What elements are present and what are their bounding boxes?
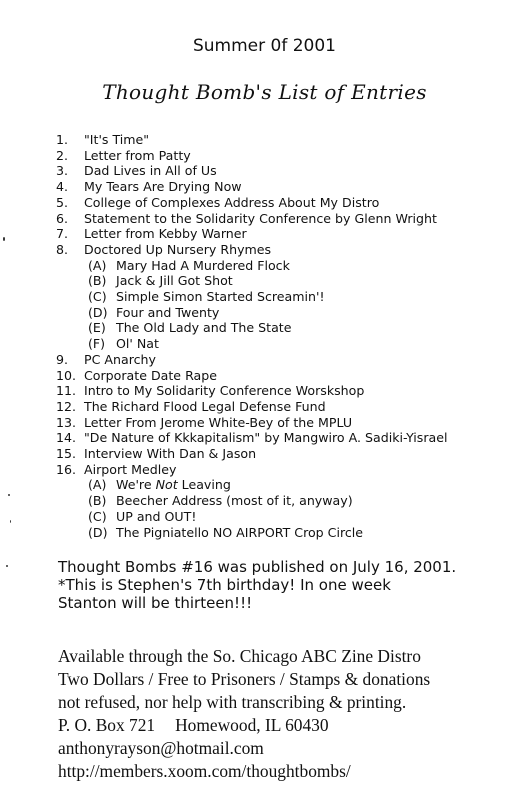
scan-speck [6,565,8,567]
entry-number: (F) [88,336,106,352]
website-link[interactable]: http://members.xoom.com/thoughtbombs/ [58,761,351,781]
entry-item [56,430,526,446]
entry-text: College of Complexes Address About My Distro [84,194,380,210]
entry-text: "De Nature of Kkkapitalism" by Mangwiro A. Sadiki-Yisrael [84,430,448,446]
address-line [58,714,523,737]
entry-text: Dad Lives in All of Us [84,163,217,179]
entries-title: Thought Bomb's List of Entries [102,80,427,104]
availability-line: Available through the So. Chicago ABC Zine Distro [58,646,421,666]
note-line: Thought Bombs #16 was published on July 16, 2001. [58,558,457,576]
entry-number: (B) [88,273,107,289]
email-link[interactable]: anthonyrayson@hotmail.com [58,738,264,758]
entry-text: Letter from Kebby Warner [84,226,247,242]
entry-item [56,226,526,242]
entry-text: Statement to the Solidarity Conference by Glenn Wright [84,210,437,226]
entry-text: Airport Medley [84,461,177,477]
entry-text: PC Anarchy [84,351,156,367]
entry-number: (C) [88,289,107,305]
sub-entry [56,336,526,352]
entry-item [56,211,526,227]
entry-number: 7. [56,226,69,242]
entry-text: The Richard Flood Legal Defense Fund [84,398,326,414]
entry-item [56,368,526,384]
entry-number: (D) [88,304,108,320]
entry-number: 4. [56,179,69,195]
entry-item [56,242,526,258]
entry-text: UP and OUT! [116,508,197,524]
availability-block [58,645,523,783]
note-line: Stanton will be thirteen!!! [58,594,253,612]
entry-number: 8. [56,241,69,257]
entry-text: Letter from Patty [84,147,191,163]
entry-text: Letter From Jerome White-Bey of the MPLU [84,414,353,430]
entry-text: We're [116,477,156,493]
entry-number: (A) [88,257,107,273]
entry-item [56,352,526,368]
entry-number: 13. [56,414,77,430]
entry-number: 2. [56,147,69,163]
entry-emphasis: Not [155,477,178,493]
entry-number: 9. [56,351,69,367]
entry-number: 3. [56,163,69,179]
sub-entry [56,477,526,493]
entry-number: 5. [56,194,69,210]
entry-item [56,399,526,415]
sub-entry [56,509,526,525]
entry-number: (E) [88,320,106,336]
entry-item [56,446,526,462]
scan-speck [3,237,5,241]
entry-text: Jack & Jill Got Shot [116,273,233,289]
entry-item [56,383,526,399]
availability-line: not refused, nor help with transcribing & printing. [58,692,407,712]
entry-number: 16. [56,461,77,477]
availability-line: Two Dollars / Free to Prisoners / Stamps & donations [58,669,431,689]
entry-text: Intro to My Solidarity Conference Worskshop [84,383,365,399]
entry-item [56,462,526,478]
po-box: P. O. Box 721 [58,715,156,735]
city-state-zip: Homewood, IL 60430 [175,715,329,735]
entry-text: The Old Lady and The State [116,320,292,336]
entry-text: Beecher Address (most of it, anyway) [116,493,353,509]
sub-entry [56,289,526,305]
entry-number: (B) [88,493,107,509]
sub-entry [56,305,526,321]
entry-item [56,179,526,195]
entry-number: (C) [88,508,107,524]
entry-text: Doctored Up Nursery Rhymes [84,241,272,257]
handwritten-note [58,558,518,612]
scan-speck [10,520,11,523]
entry-item [56,195,526,211]
entry-number: (A) [88,477,107,493]
entry-number: 1. [56,132,69,147]
entry-item [56,148,526,164]
entry-text: My Tears Are Drying Now [84,179,242,195]
entry-number: 14. [56,430,77,446]
note-line: *This is Stephen's 7th birthday! In one week [58,576,391,594]
entry-text: Ol' Nat [116,336,159,352]
entry-text: Corporate Date Rape [84,367,217,383]
sub-entry [56,258,526,274]
entry-item [56,163,526,179]
sub-entry [56,320,526,336]
entry-text: The Pigniatello NO AIRPORT Crop Circle [116,524,364,540]
entry-text: Interview With Dan & Jason [84,446,257,462]
scan-speck [8,494,10,496]
entry-item [56,415,526,431]
entry-text: Mary Had A Murdered Flock [116,257,290,273]
entry-text: Leaving [177,477,231,493]
entry-number: 11. [56,383,77,399]
sub-entry [56,525,526,541]
entry-list [56,132,526,540]
entry-text: "It's Time" [84,132,150,147]
entry-item [56,132,526,148]
entry-number: 10. [56,367,77,383]
entry-number: (D) [88,524,108,540]
season-heading: Summer 0f 2001 [192,36,336,56]
entry-text: Four and Twenty [116,304,220,320]
sub-entry [56,493,526,509]
entry-number: 6. [56,210,69,226]
entry-number: 15. [56,446,77,462]
entry-number: 12. [56,398,77,414]
entry-text: Simple Simon Started Screamin'! [116,289,325,305]
sub-entry [56,273,526,289]
